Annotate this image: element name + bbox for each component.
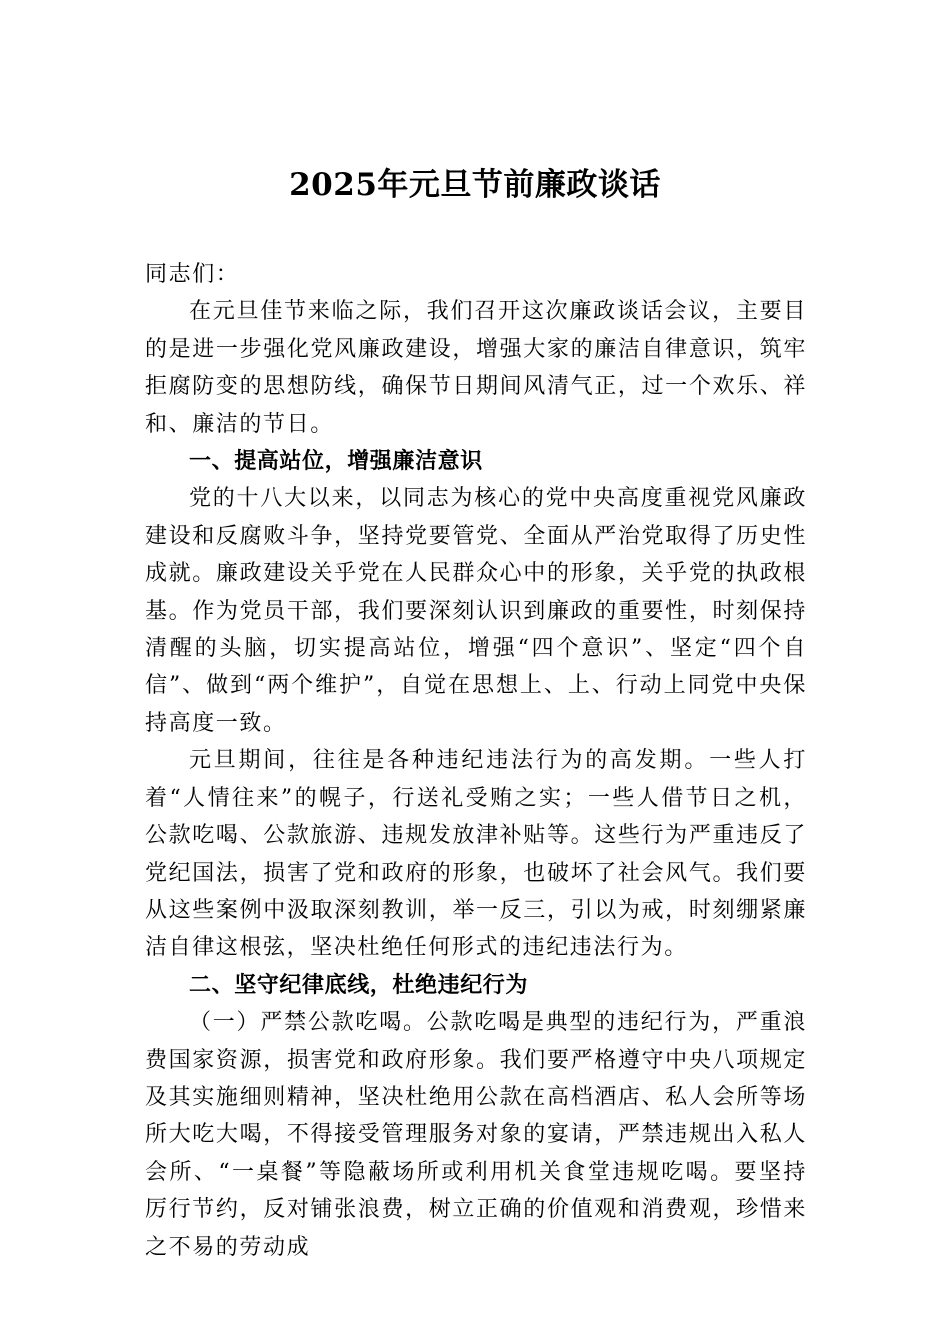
section1-paragraph-1: 党的十八大以来，以同志为核心的党中央高度重视党风廉政建设和反腐败斗争，坚持党要管党、全面从严治党取得了历史性成就。廉政建设关乎党在人民群众心中的形象，关乎党的执政根基。作为党员干部，我们要深刻认识到廉政的重要性，时刻保持清醒的头脑，切实提高站位，增强“四个意识”、坚定“四个自信”、做到“两个维护”，自觉在思想上、上、行动上同党中央保持高度一致。 — [145, 486, 807, 736]
section2-subsection-1 — [145, 1004, 807, 1266]
section1-paragraph-2: 元旦期间，往往是各种违纪违法行为的高发期。一些人打着“人情往来”的幌子，行送礼受贿之实；一些人借节日之机，公款吃喝、公款旅游、违规发放津补贴等。这些行为严重违反了党纪国法，损害了党和政府的形象，也破坏了社会风气。我们要从这些案例中汲取深刻教训，举一反三，引以为戒，时刻绷紧廉洁自律这根弦，坚决杜绝任何形式的违纪违法行为。 — [145, 748, 807, 961]
subsection-label: （一）严禁公款吃喝。 — [189, 1010, 427, 1036]
document-body — [145, 256, 807, 1266]
section-heading-2: 二、坚守纪律底线，杜绝违纪行为 — [189, 972, 529, 998]
salutation: 同志们： — [145, 262, 240, 287]
section-heading-1: 一、提高站位，增强廉洁意识 — [189, 449, 483, 475]
subsection-text: 公款吃喝是典型的违纪行为，严重浪费国家资源，损害党和政府形象。我们要严格遵守中央八项规定及其实施细则精神，坚决杜绝用公款在高档酒店、私人会所等场所大吃大喝，不得接受管理服务对象的宴请，严禁违规出入私人会所、“一桌餐”等隐蔽场所或利用机关食堂违规吃喝。要坚持厉行节约，反对铺张浪费，树立正确的价值观和消费观，珍惜来之不易的劳动成 — [145, 1010, 807, 1260]
intro-paragraph: 在元旦佳节来临之际，我们召开这次廉政谈话会议，主要目的是进一步强化党风廉政建设，增强大家的廉洁自律意识，筑牢拒腐防变的思想防线，确保节日期间风清气正，过一个欢乐、祥和、廉洁的节日。 — [145, 299, 807, 437]
document-title: 2025年元旦节前廉政谈话 — [289, 167, 661, 203]
